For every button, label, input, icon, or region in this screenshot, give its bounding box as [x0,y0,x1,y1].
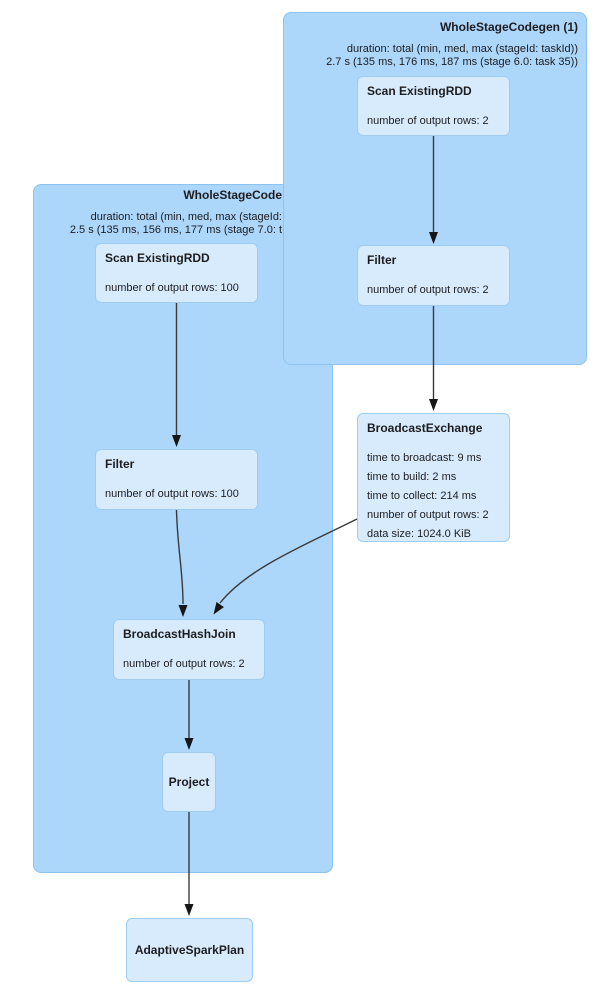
node-title: BroadcastExchange [367,421,483,435]
node-title: BroadcastHashJoin [123,627,236,641]
metric-line: number of output rows: 2 [367,284,489,296]
node-title: Filter [367,253,397,267]
plan-node-filter-stage6[interactable] [357,245,510,306]
cluster-title: WholeStageCodegen (1) [439,20,578,34]
duration-metric-label: duration: total (min, med, max (stageId: taskId)) [346,43,578,55]
plan-node-filter-stage7[interactable] [95,449,258,510]
metric-line: number of output rows: 2 [367,509,489,521]
node-title: Scan ExistingRDD [105,251,210,265]
metric-line: time to collect: 214 ms [367,490,477,502]
cluster-label [326,21,578,69]
metric-line: number of output rows: 2 [123,658,245,670]
duration-metric-value: 2.5 s (135 ms, 156 ms, 177 ms (stage 7.0: t [69,224,282,236]
node-metrics [367,112,500,131]
duration-metric-label: duration: total (min, med, max (stageId: [90,211,282,223]
node-title: Filter [105,457,135,471]
metric-line: number of output rows: 100 [105,282,239,294]
cluster-label [70,189,282,237]
plan-node-scan-existingrdd-stage7[interactable] [95,243,258,303]
metric-line: time to broadcast: 9 ms [367,452,482,464]
node-metrics [105,485,248,504]
node-metrics [123,655,255,674]
metric-line: number of output rows: 2 [367,115,489,127]
node-metrics [367,449,500,544]
node-title: Scan ExistingRDD [367,84,472,98]
plan-node-broadcast-exchange[interactable] [357,413,510,542]
cluster-duration [326,43,578,69]
node-title: AdaptiveSparkPlan [134,942,245,957]
metric-line: time to build: 2 ms [367,471,457,483]
node-metrics [105,279,248,298]
node-metrics [367,281,500,300]
cluster-wholestagecodegen-1 [283,12,587,365]
metric-line: number of output rows: 100 [105,488,239,500]
metric-line: data size: 1024.0 KiB [367,528,471,540]
cluster-title: WholeStageCode [183,188,282,202]
plan-node-scan-existingrdd-stage6[interactable] [357,76,510,136]
node-title: Project [168,774,210,789]
cluster-duration [70,211,282,237]
plan-node-broadcast-hash-join[interactable] [113,619,265,680]
plan-node-project[interactable] [162,752,216,812]
duration-metric-value: 2.7 s (135 ms, 176 ms, 187 ms (stage 6.0: task 35)) [326,56,578,68]
plan-node-adaptive-spark-plan[interactable] [126,918,253,982]
